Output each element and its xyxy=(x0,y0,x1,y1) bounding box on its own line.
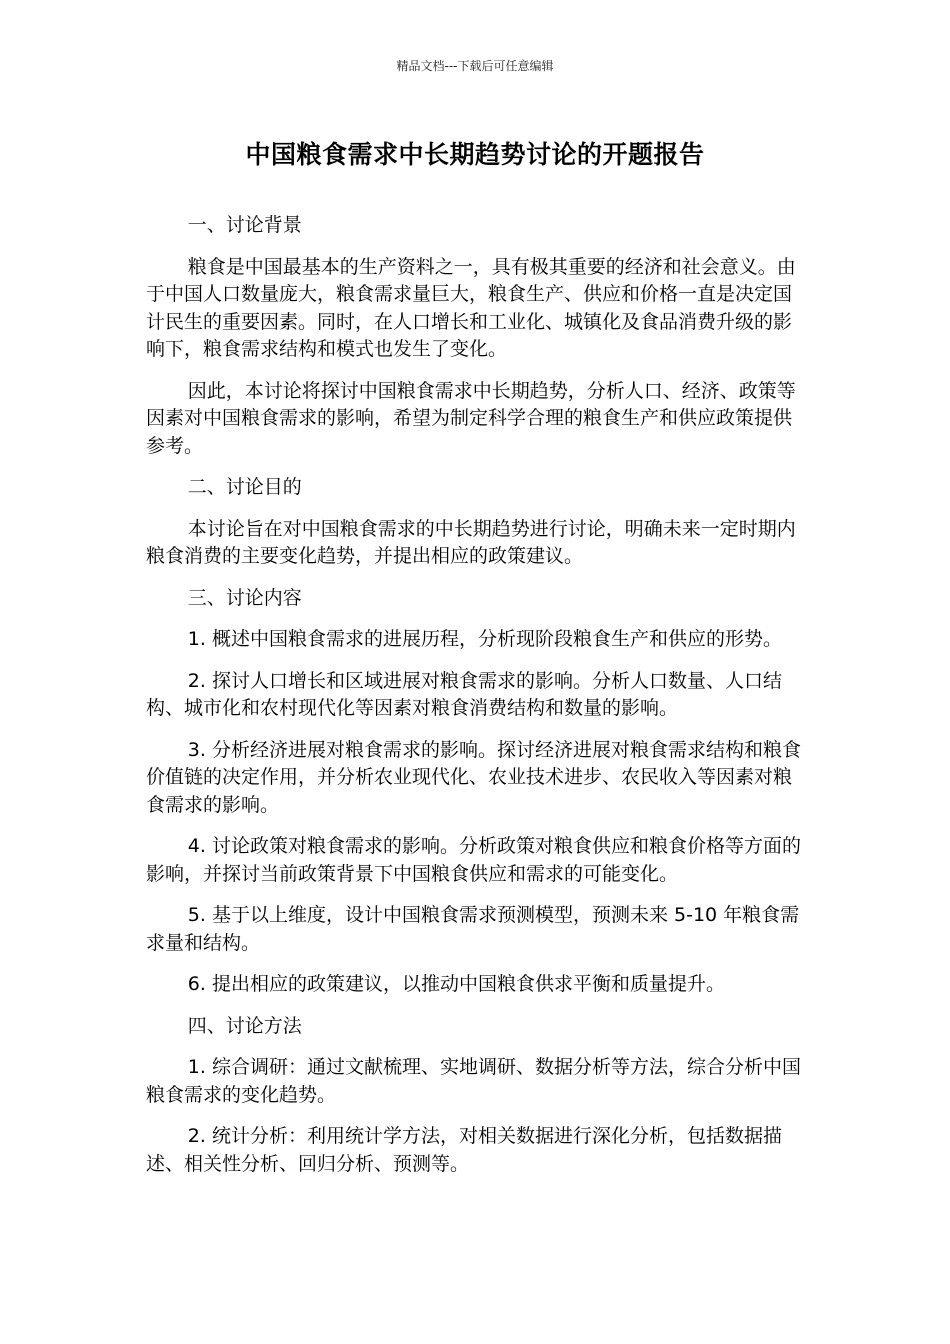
paragraph-background-2: 因此，本讨论将探讨中国粮食需求中长期趋势，分析人口、经济、政策等因素对中国粮食需求的影响，希望为制定科学合理的粮食生产和供应政策提供参考。 xyxy=(146,379,796,457)
content-item-2: 2. 探讨人口增长和区域进展对粮食需求的影响。分析人口数量、人口结构、城市化和农村现代化等因素对粮食消费结构和数量的影响。 xyxy=(146,669,782,719)
content-item-3: 3. 分析经济进展对粮食需求的影响。探讨经济进展对粮食需求结构和粮食价值链的决定作用，并分析农业现代化、农业技术进步、农民收入等因素对粮食需求的影响。 xyxy=(146,738,801,816)
section-heading-content: 三、讨论内容 xyxy=(187,586,302,609)
paragraph-background-1: 粮食是中国最基本的生产资料之一，具有极其重要的经济和社会意义。由于中国人口数量庞大，粮食需求量巨大，粮食生产、供应和价格一直是决定国计民生的重要因素。同时，在人口增长和工业化、城镇化及食品消费升级的影响下，粮食需求结构和模式也发生了变化。 xyxy=(146,255,796,360)
content-item-5: 5. 基于以上维度，设计中国粮食需求预测模型，预测未来 5-10 年粮食需求量和结构。 xyxy=(146,904,800,954)
section-heading-methods: 四、讨论方法 xyxy=(187,1014,302,1037)
paragraph-purpose: 本讨论旨在对中国粮食需求的中长期趋势进行讨论，明确未来一定时期内粮食消费的主要变化趋势，并提出相应的政策建议。 xyxy=(146,517,796,567)
section-heading-purpose: 二、讨论目的 xyxy=(187,476,302,498)
content-item-4: 4. 讨论政策对粮食需求的影响。分析政策对粮食供应和粮食价格等方面的影响，并探讨当前政策背景下中国粮食供应和需求的可能变化。 xyxy=(146,835,801,885)
content-item-6: 6. 提出相应的政策建议，以推动中国粮食供求平衡和质量提升。 xyxy=(187,973,725,995)
content-item-1: 1. 概述中国粮食需求的进展历程，分析现阶段粮食生产和供应的形势。 xyxy=(187,628,782,650)
method-item-2: 2. 统计分析：利用统计学方法，对相关数据进行深化分析，包括数据描述、相关性分析、回归分析、预测等。 xyxy=(146,1125,782,1175)
document-body xyxy=(146,212,802,1192)
document-title: 中国粮食需求中长期趋势讨论的开题报告 xyxy=(245,140,705,169)
header-note: 精品文档---下载后可任意编辑 xyxy=(396,59,554,73)
section-heading-background: 一、讨论背景 xyxy=(187,214,302,236)
method-item-1: 1. 综合调研：通过文献梳理、实地调研、数据分析等方法，综合分析中国粮食需求的变化趋势。 xyxy=(146,1056,801,1106)
